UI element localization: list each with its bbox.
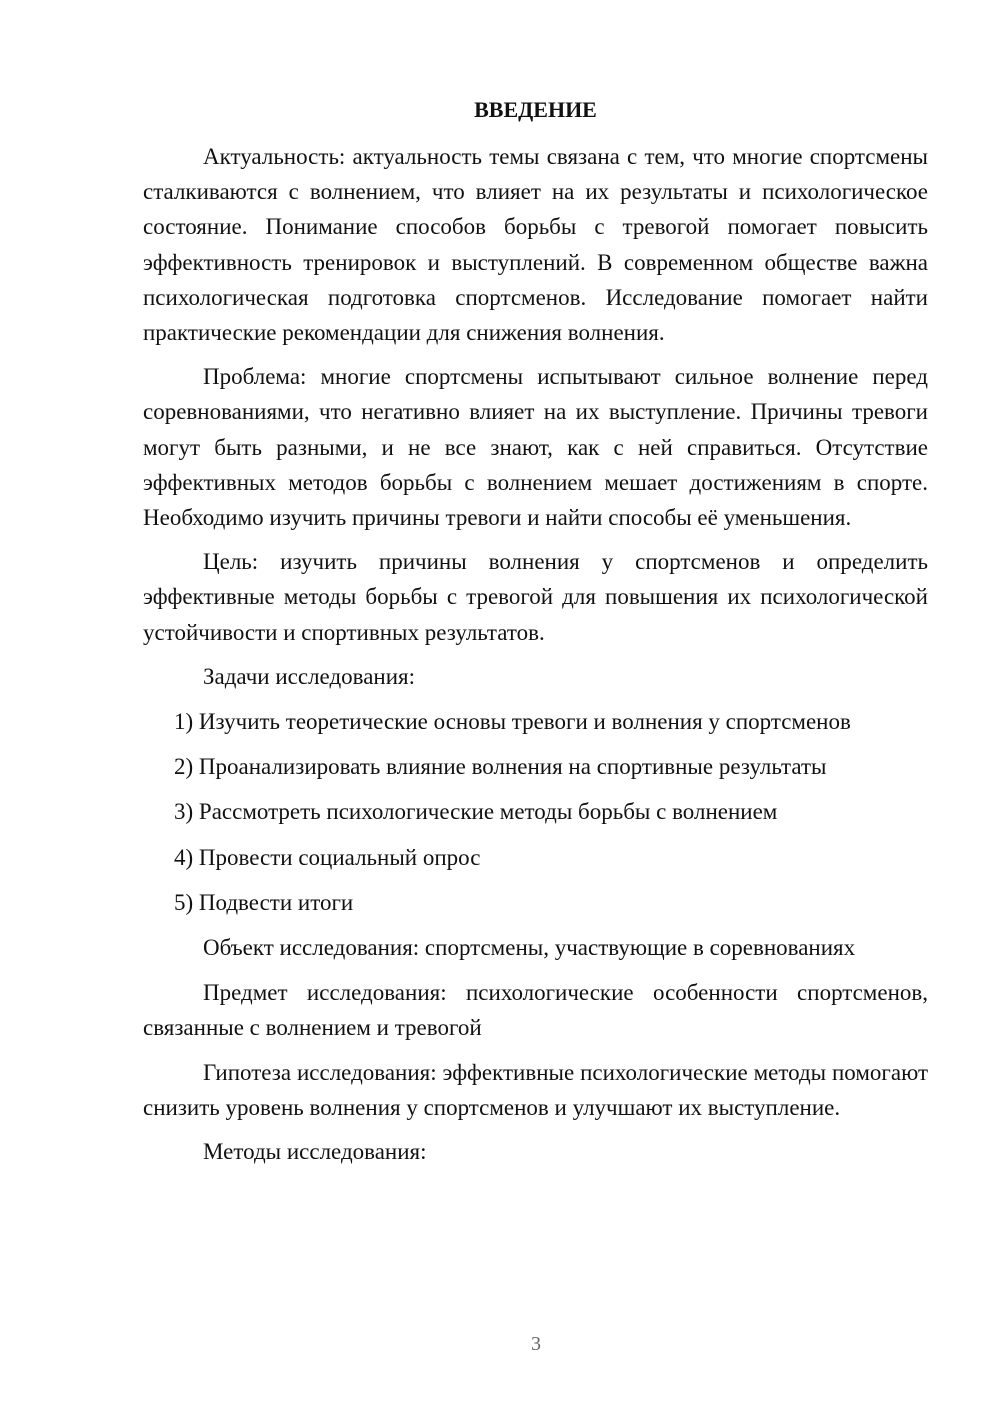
relevance-paragraph: Актуальность: актуальность темы связана с тем, что многие спортсмены сталкиваются с волнением, что влияет на их результаты и психологическое состояние. Понимание способов борьбы с тревогой помогает повысить эффективность тренировок и выступлений. В современном обществе важна психологическая подготовка спортсменов. Исследование помогает найти практические рекомендации для снижения волнения. [143, 144, 928, 346]
tasks-list [143, 704, 928, 920]
hypothesis-paragraph: Гипотеза исследования: эффективные психологические методы помогают снизить уровень волнения у спортсменов и улучшают их выступление. [143, 1059, 928, 1120]
tasks-title: Задачи исследования: [203, 663, 416, 689]
task-item-1: 1) Изучить теоретические основы тревоги и волнения у спортсменов [174, 709, 851, 735]
page-title: ВВЕДЕНИЕ [474, 97, 597, 122]
page-content [143, 95, 928, 1179]
object-paragraph: Объект исследования: спортсмены, участвующие в соревнованиях [203, 935, 856, 961]
methods-title: Методы исследования: [203, 1139, 427, 1165]
task-item-5: 5) Подвести итоги [174, 889, 354, 915]
page-number: 3 [531, 1333, 541, 1355]
task-item-2: 2) Проанализировать влияние волнения на спортивные результаты [174, 754, 827, 780]
task-item-4: 4) Провести социальный опрос [174, 844, 481, 870]
problem-paragraph: Проблема: многие спортсмены испытывают сильное волнение перед соревнованиями, что негативно влияет на их выступление. Причины тревоги могут быть разными, и не все знают, как с ней справиться. Отсутствие эффективных методов борьбы с волнением мешает достижениям в спорте. Необходимо изучить причины тревоги и найти способы её уменьшения. [143, 364, 928, 531]
goal-paragraph: Цель: изучить причины волнения у спортсменов и определить эффективные методы борьбы с тревогой для повышения их психологической устойчивости и спортивных результатов. [143, 549, 928, 645]
subject-paragraph: Предмет исследования: психологические особенности спортсменов, связанные с волнением и тревогой [143, 980, 928, 1041]
task-item-3: 3) Рассмотреть психологические методы борьбы с волнением [174, 799, 778, 825]
